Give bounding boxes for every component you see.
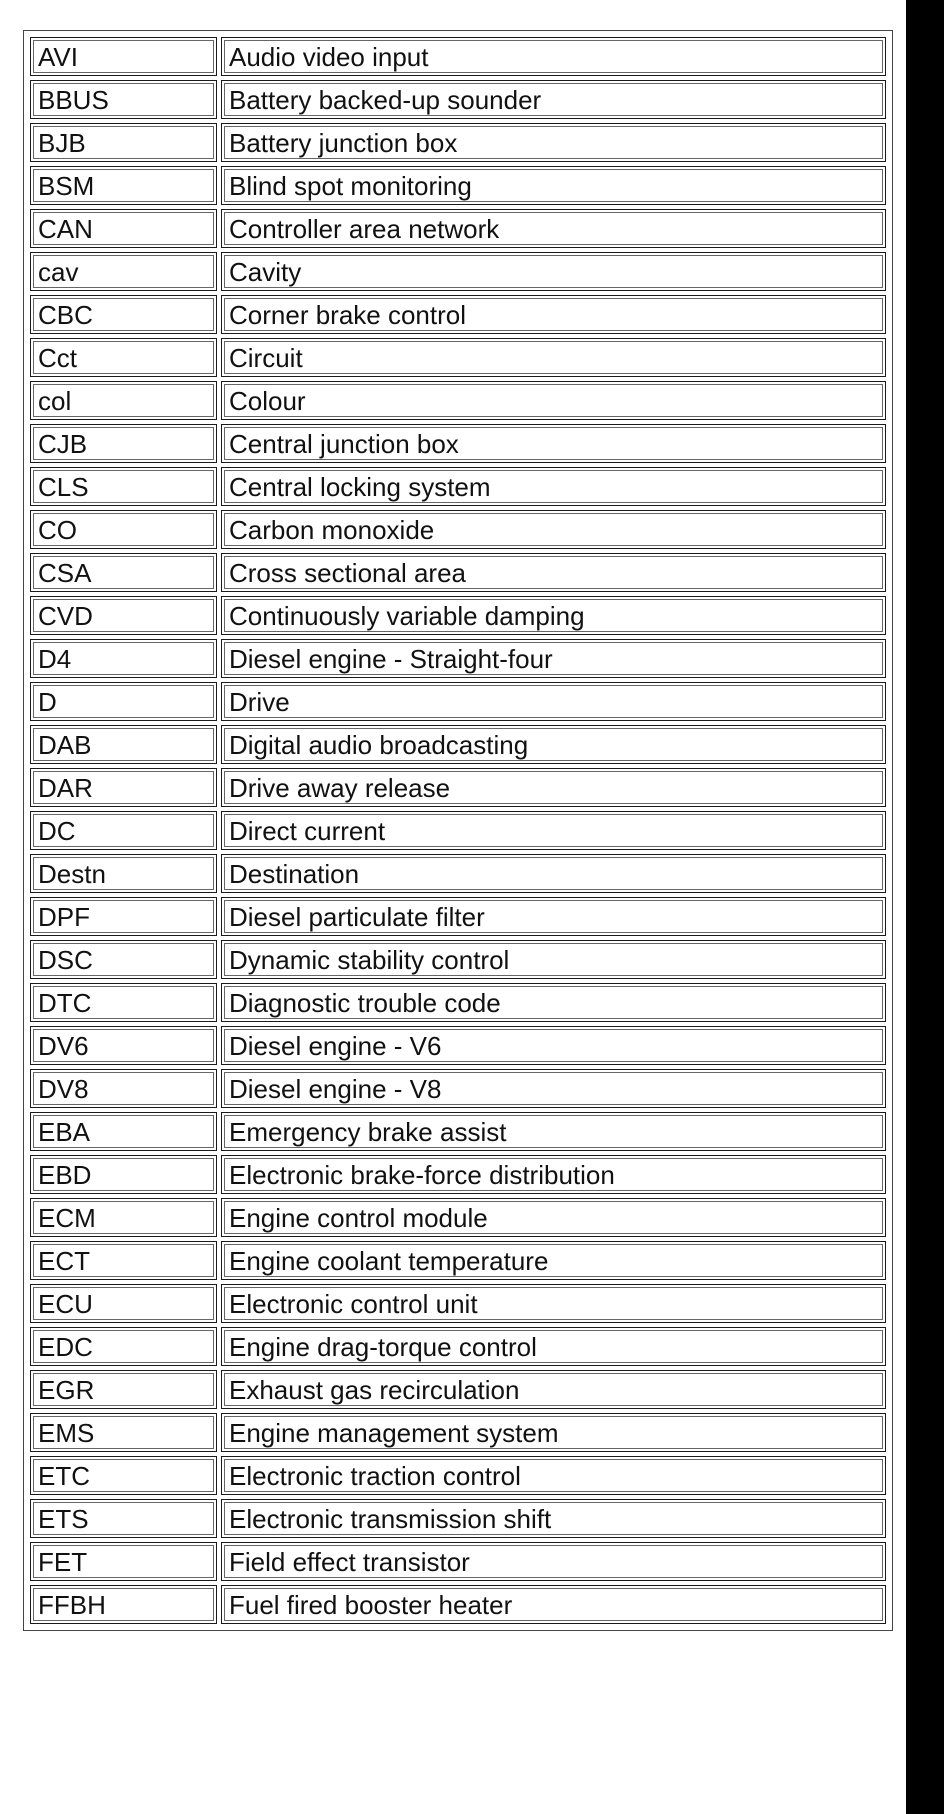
abbreviation-cell: DC (30, 811, 217, 850)
table-row (30, 1542, 886, 1581)
abbreviation-cell: DV6 (30, 1026, 217, 1065)
abbreviation-cell: Cct (30, 338, 217, 377)
abbreviation-cell: ECU (30, 1284, 217, 1323)
table-row (30, 1241, 886, 1280)
abbreviation-cell: DAR (30, 768, 217, 807)
abbreviation-cell: DV8 (30, 1069, 217, 1108)
table-row (30, 209, 886, 248)
abbreviation-cell: EMS (30, 1413, 217, 1452)
abbreviation-cell: FET (30, 1542, 217, 1581)
table-row (30, 854, 886, 893)
meaning-cell: Electronic transmission shift (221, 1499, 886, 1538)
table-row (30, 80, 886, 119)
table-row (30, 897, 886, 936)
abbreviation-cell: CO (30, 510, 217, 549)
abbreviation-cell: AVI (30, 37, 217, 76)
abbreviation-cell: D (30, 682, 217, 721)
meaning-cell: Central junction box (221, 424, 886, 463)
abbreviation-cell: DPF (30, 897, 217, 936)
meaning-cell: Continuously variable damping (221, 596, 886, 635)
table-row (30, 1155, 886, 1194)
table-row (30, 553, 886, 592)
meaning-cell: Corner brake control (221, 295, 886, 334)
meaning-cell: Fuel fired booster heater (221, 1585, 886, 1624)
meaning-cell: Engine coolant temperature (221, 1241, 886, 1280)
table-row (30, 1499, 886, 1538)
abbreviation-cell: BSM (30, 166, 217, 205)
abbreviation-cell: CBC (30, 295, 217, 334)
meaning-cell: Field effect transistor (221, 1542, 886, 1581)
meaning-cell: Digital audio broadcasting (221, 725, 886, 764)
abbreviations-table-frame (23, 30, 893, 1631)
abbreviations-table (26, 33, 890, 1628)
table-row (30, 1026, 886, 1065)
abbreviation-cell: CJB (30, 424, 217, 463)
abbreviation-cell: CAN (30, 209, 217, 248)
table-row (30, 1069, 886, 1108)
table-row (30, 424, 886, 463)
table-row (30, 725, 886, 764)
abbreviation-cell: EBD (30, 1155, 217, 1194)
table-row (30, 381, 886, 420)
table-row (30, 811, 886, 850)
meaning-cell: Drive away release (221, 768, 886, 807)
abbreviation-cell: col (30, 381, 217, 420)
abbreviation-cell: ETC (30, 1456, 217, 1495)
abbreviation-cell: EGR (30, 1370, 217, 1409)
table-row (30, 252, 886, 291)
meaning-cell: Direct current (221, 811, 886, 850)
abbreviation-cell: CVD (30, 596, 217, 635)
meaning-cell: Controller area network (221, 209, 886, 248)
meaning-cell: Cavity (221, 252, 886, 291)
abbreviation-cell: D4 (30, 639, 217, 678)
table-row (30, 166, 886, 205)
meaning-cell: Electronic brake-force distribution (221, 1155, 886, 1194)
abbreviations-table-body (30, 37, 886, 1624)
abbreviation-cell: EBA (30, 1112, 217, 1151)
abbreviation-cell: BBUS (30, 80, 217, 119)
right-edge-bar (906, 0, 944, 1814)
meaning-cell: Colour (221, 381, 886, 420)
meaning-cell: Electronic control unit (221, 1284, 886, 1323)
meaning-cell: Diesel engine - V8 (221, 1069, 886, 1108)
abbreviation-cell: DTC (30, 983, 217, 1022)
abbreviation-cell: DAB (30, 725, 217, 764)
abbreviation-cell: CLS (30, 467, 217, 506)
table-row (30, 1413, 886, 1452)
meaning-cell: Engine drag-torque control (221, 1327, 886, 1366)
abbreviation-cell: ETS (30, 1499, 217, 1538)
meaning-cell: Drive (221, 682, 886, 721)
table-row (30, 596, 886, 635)
table-row (30, 639, 886, 678)
meaning-cell: Electronic traction control (221, 1456, 886, 1495)
meaning-cell: Battery backed-up sounder (221, 80, 886, 119)
table-row (30, 123, 886, 162)
meaning-cell: Circuit (221, 338, 886, 377)
table-row (30, 338, 886, 377)
table-row (30, 983, 886, 1022)
table-row (30, 37, 886, 76)
meaning-cell: Diesel engine - Straight-four (221, 639, 886, 678)
table-row (30, 682, 886, 721)
meaning-cell: Destination (221, 854, 886, 893)
table-row (30, 1585, 886, 1624)
abbreviation-cell: ECM (30, 1198, 217, 1237)
abbreviation-cell: cav (30, 252, 217, 291)
table-row (30, 467, 886, 506)
meaning-cell: Engine management system (221, 1413, 886, 1452)
meaning-cell: Exhaust gas recirculation (221, 1370, 886, 1409)
meaning-cell: Carbon monoxide (221, 510, 886, 549)
table-row (30, 1327, 886, 1366)
table-row (30, 940, 886, 979)
meaning-cell: Emergency brake assist (221, 1112, 886, 1151)
meaning-cell: Central locking system (221, 467, 886, 506)
table-row (30, 1456, 886, 1495)
table-row (30, 768, 886, 807)
meaning-cell: Diesel engine - V6 (221, 1026, 886, 1065)
abbreviation-cell: Destn (30, 854, 217, 893)
meaning-cell: Diagnostic trouble code (221, 983, 886, 1022)
meaning-cell: Engine control module (221, 1198, 886, 1237)
abbreviation-cell: CSA (30, 553, 217, 592)
abbreviation-cell: EDC (30, 1327, 217, 1366)
table-row (30, 295, 886, 334)
table-row (30, 1112, 886, 1151)
meaning-cell: Blind spot monitoring (221, 166, 886, 205)
meaning-cell: Diesel particulate filter (221, 897, 886, 936)
meaning-cell: Battery junction box (221, 123, 886, 162)
abbreviation-cell: FFBH (30, 1585, 217, 1624)
table-row (30, 1370, 886, 1409)
meaning-cell: Cross sectional area (221, 553, 886, 592)
abbreviation-cell: BJB (30, 123, 217, 162)
meaning-cell: Audio video input (221, 37, 886, 76)
table-row (30, 1284, 886, 1323)
table-row (30, 1198, 886, 1237)
table-row (30, 510, 886, 549)
abbreviation-cell: ECT (30, 1241, 217, 1280)
abbreviation-cell: DSC (30, 940, 217, 979)
meaning-cell: Dynamic stability control (221, 940, 886, 979)
